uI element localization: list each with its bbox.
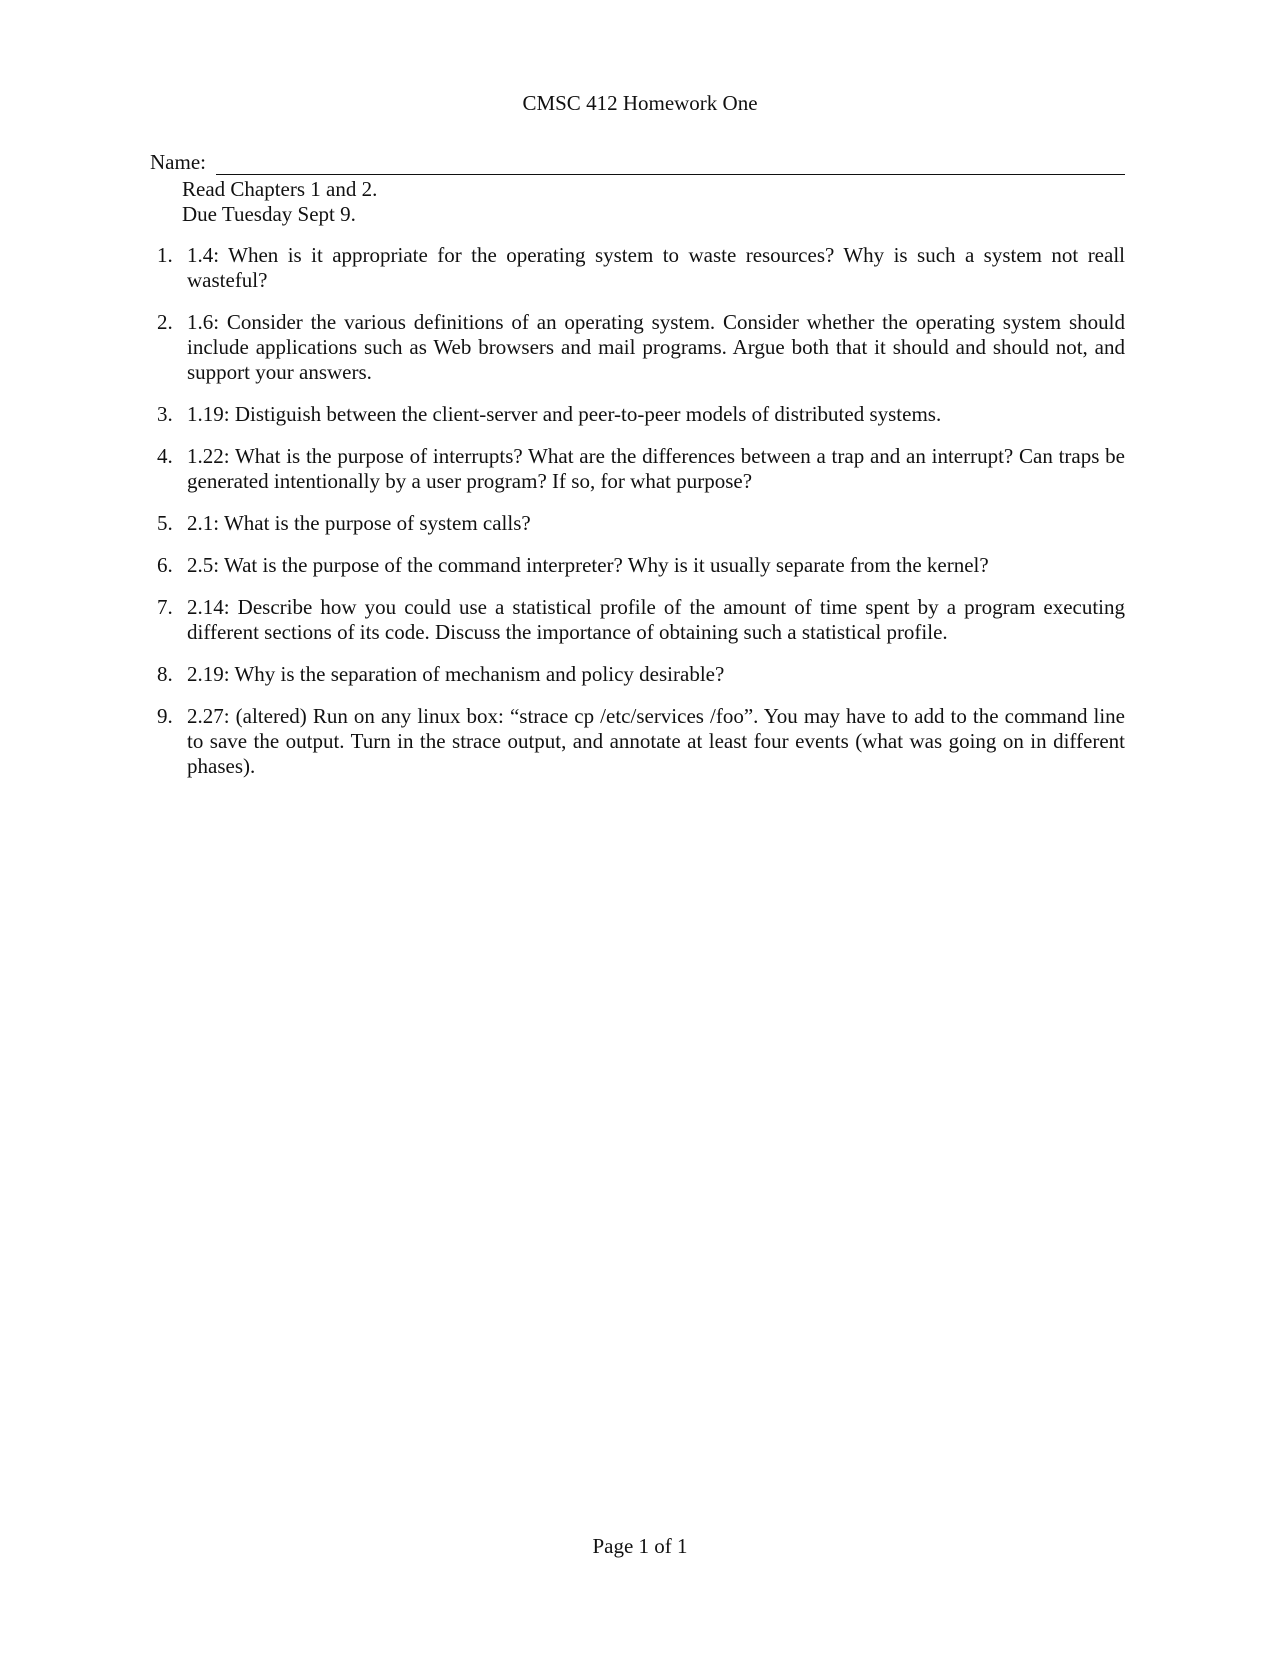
name-field-row <box>150 150 1125 175</box>
question-text: 1.6: Consider the various definitions of an operating system. Consider whether the operating system should include applications such as Web browsers and mail programs. Argue both that it should and should not, and support your answers. <box>187 310 1125 384</box>
question-item <box>150 310 1125 385</box>
question-item <box>150 444 1125 494</box>
question-text: 1.4: When is it appropriate for the operating system to waste resources? Why is such a system not reall wasteful? <box>187 243 1125 292</box>
name-label: Name: <box>150 150 206 174</box>
question-text: 2.1: What is the purpose of system calls? <box>187 511 531 535</box>
question-number: 6. <box>157 553 173 577</box>
question-list <box>150 243 1125 796</box>
intro-block <box>182 177 377 227</box>
question-number: 8. <box>157 662 173 686</box>
question-number: 3. <box>157 402 173 426</box>
page-number-footer: Page 1 of 1 <box>592 1534 688 1558</box>
question-number: 4. <box>157 444 173 468</box>
question-item <box>150 402 1125 427</box>
question-text: 1.19: Distiguish between the client-server and peer-to-peer models of distributed systems. <box>187 402 942 426</box>
question-text: 2.19: Why is the separation of mechanism and policy desirable? <box>187 662 725 686</box>
question-item <box>150 243 1125 293</box>
due-date: Due Tuesday Sept 9. <box>182 202 356 226</box>
question-item <box>150 553 1125 578</box>
question-item <box>150 595 1125 645</box>
question-number: 9. <box>157 704 173 728</box>
question-text: 1.22: What is the purpose of interrupts? What are the differences between a trap and an interrupt? Can traps be generated intentionally by a user program? If so, for what purpose? <box>187 444 1125 493</box>
question-item <box>150 511 1125 536</box>
question-item <box>150 662 1125 687</box>
reading-assignment: Read Chapters 1 and 2. <box>182 177 378 201</box>
question-number: 2. <box>157 310 173 334</box>
question-number: 1. <box>157 243 173 267</box>
question-item <box>150 704 1125 779</box>
name-blank-line <box>216 154 1125 175</box>
question-text: 2.5: Wat is the purpose of the command interpreter? Why is it usually separate from the kernel? <box>187 553 989 577</box>
question-text: 2.27: (altered) Run on any linux box: “strace cp /etc/services /foo”. You may have to add to the command line to save the output. Turn in the strace output, and annotate at least four events (what was going on in different phases). <box>187 704 1125 778</box>
question-number: 5. <box>157 511 173 535</box>
question-text: 2.14: Describe how you could use a statistical profile of the amount of time spent by a program executing different sections of its code. Discuss the importance of obtaining such a statistical profile. <box>187 595 1125 644</box>
question-number: 7. <box>157 595 173 619</box>
page-title: CMSC 412 Homework One <box>522 91 758 115</box>
